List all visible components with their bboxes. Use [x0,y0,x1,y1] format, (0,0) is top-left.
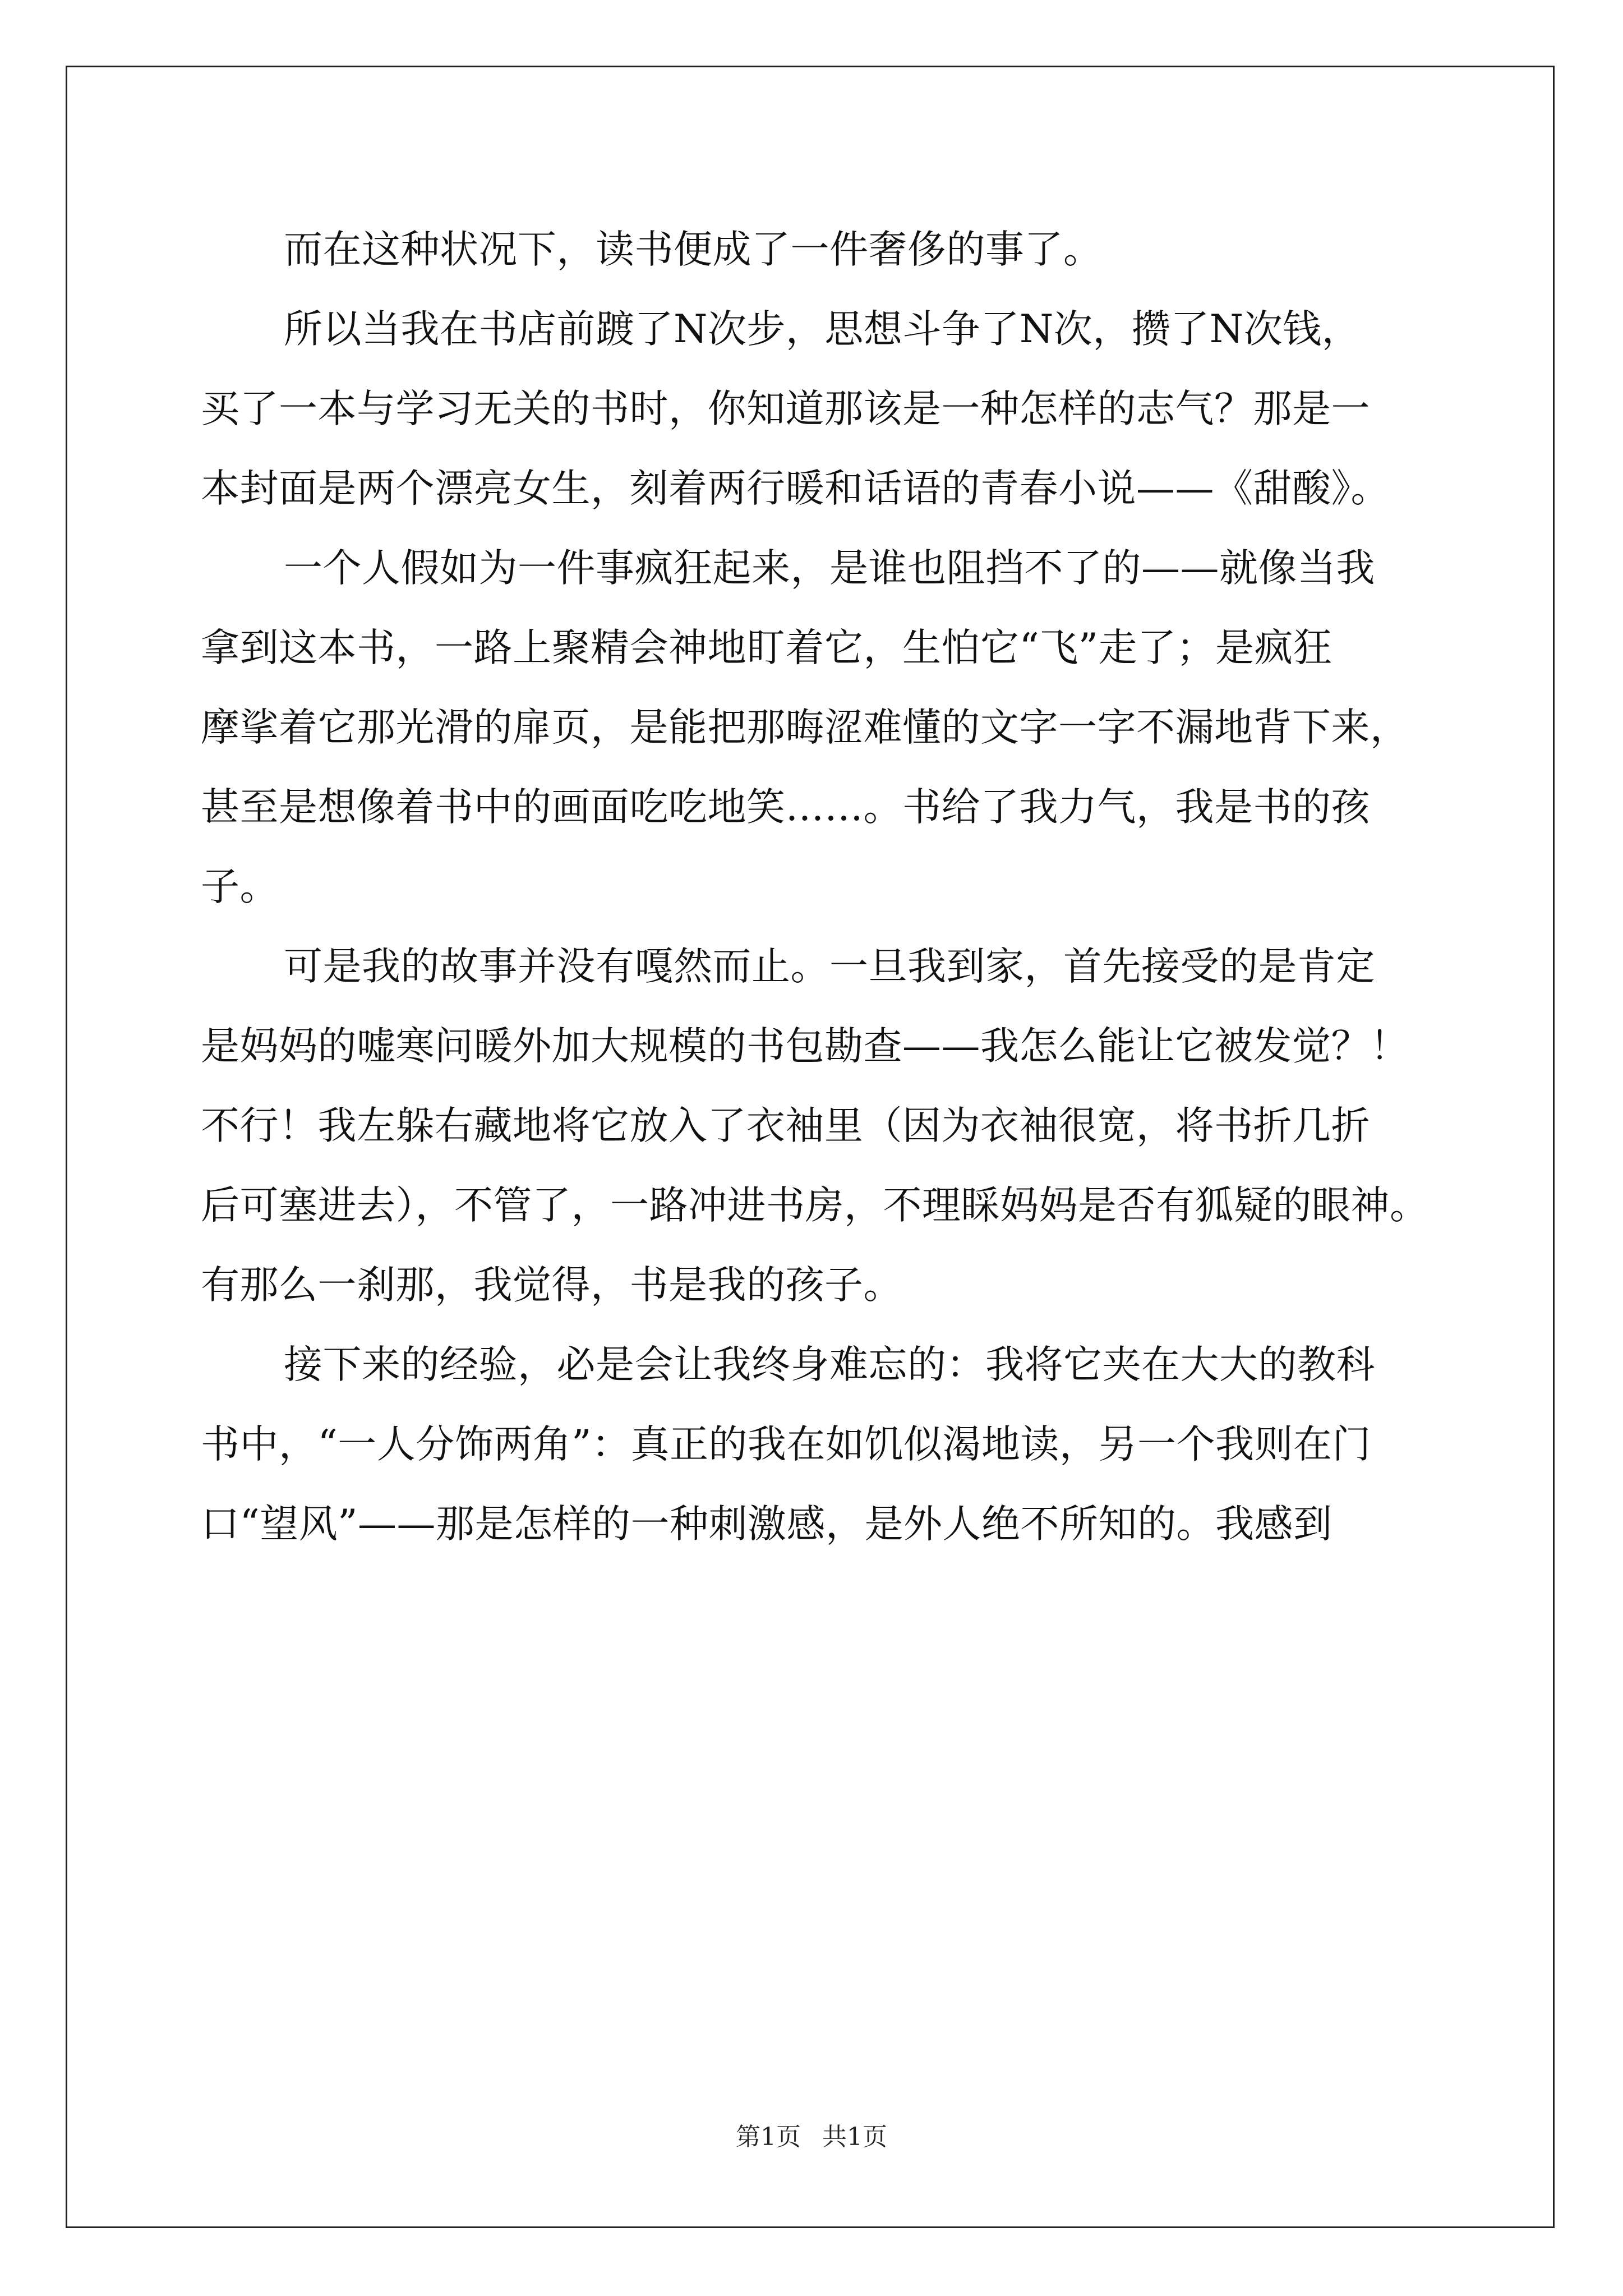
text-line: 而在这种状况下，读书便成了一件奢侈的事了。 [284,227,1103,272]
page-total: 共1页 [822,2123,887,2151]
text-line: 可是我的故事并没有嘎然而止。一旦我到家，首先接受的是肯定 [284,944,1375,989]
text-line: 子。 [201,864,279,909]
text-line: 是妈妈的嘘寒问暖外加大规模的书包勘查——我怎么能让它被发觉？！ [201,1024,1409,1069]
text-line: 摩挲着它那光滑的扉页，是能把那晦涩难懂的文字一字不漏地背下来， [201,705,1409,750]
text-line: 一个人假如为一件事疯狂起来，是谁也阻挡不了的——就像当我 [284,546,1375,591]
text-line: 甚至是想像着书中的画面吃吃地笑……。书给了我力气，我是书的孩 [201,785,1370,830]
text-line: 书中，“一人分饰两角”：真正的我在如饥似渴地读，另一个我则在门 [201,1422,1372,1467]
text-line: 口“望风”——那是怎样的一种刺激感，是外人绝不所知的。我感到 [201,1502,1332,1547]
text-line: 所以当我在书店前踱了N次步，思想斗争了N次，攒了N次钱， [284,307,1361,352]
document-body [201,210,1435,1564]
page-footer [0,2116,1623,2152]
text-line: 不行！我左躲右藏地将它放入了衣袖里（因为衣袖很宽，将书折几折 [201,1103,1370,1148]
text-line: 接下来的经验，必是会让我终身难忘的：我将它夹在大大的教科 [284,1342,1375,1387]
page-number: 第1页 [736,2123,801,2151]
text-line: 本封面是两个漂亮女生，刻着两行暖和话语的青春小说——《甜酸》。 [201,466,1390,511]
text-line: 买了一本与学习无关的书时，你知道那该是一种怎样的志气？那是一 [201,386,1370,431]
text-line: 拿到这本书，一路上聚精会神地盯着它，生怕它“飞”走了；是疯狂 [201,625,1332,670]
text-line: 有那么一刹那，我觉得，书是我的孩子。 [201,1263,902,1308]
text-line: 后可塞进去），不管了，一路冲进书房，不理睬妈妈是否有狐疑的眼神。 [201,1183,1429,1228]
